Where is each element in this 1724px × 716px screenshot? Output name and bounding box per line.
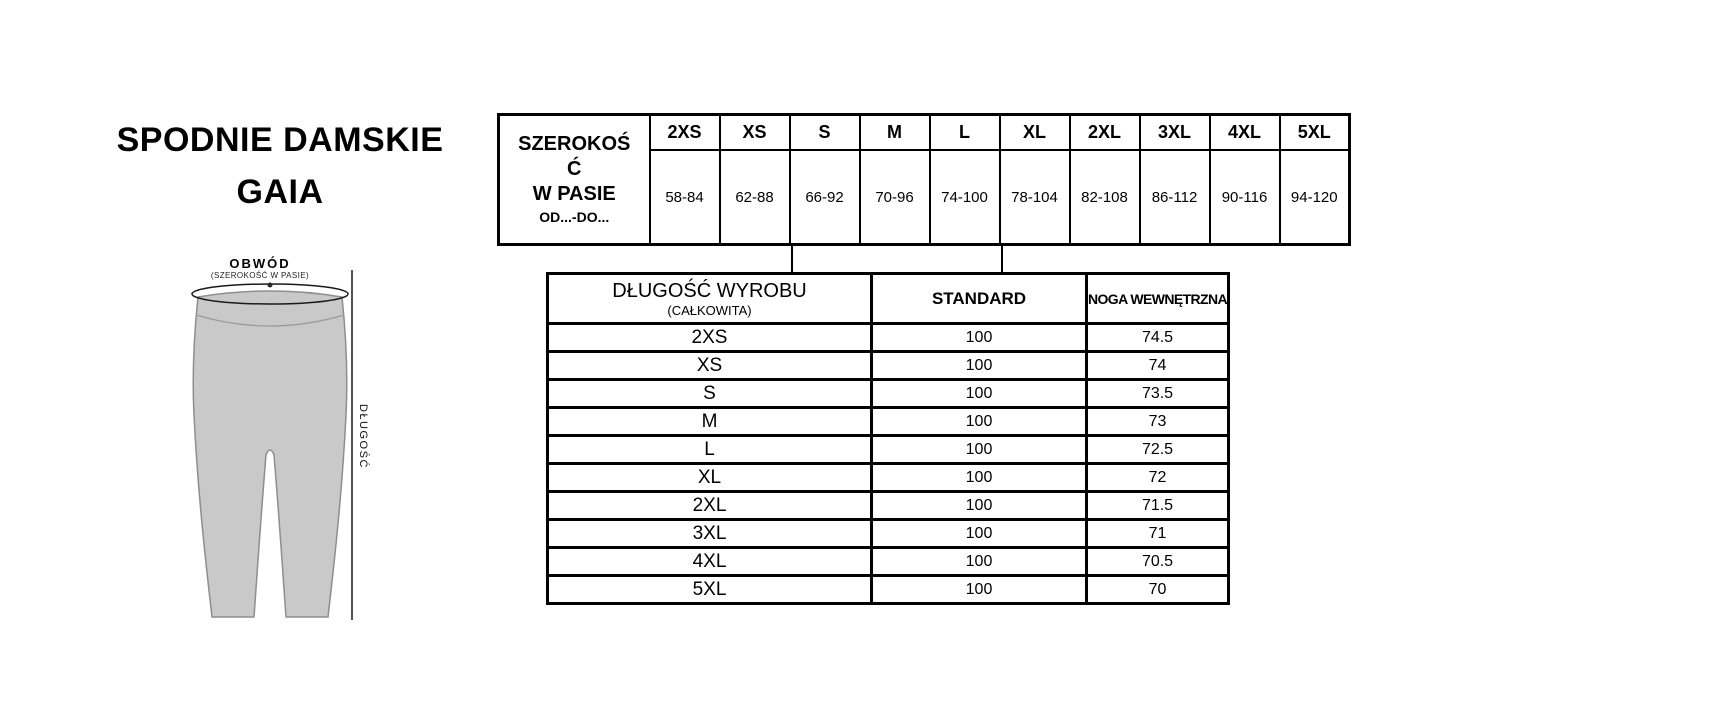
- waist-range-cell: 58-84: [650, 150, 720, 245]
- size-header-cell: L: [930, 115, 1000, 151]
- row-inner-leg-cell: 73.5: [1087, 380, 1229, 408]
- waist-range-cell: 94-120: [1280, 150, 1350, 245]
- row-standard-cell: 100: [872, 548, 1087, 576]
- row-size-cell: XL: [548, 464, 872, 492]
- waist-title-line2: Ć: [567, 158, 582, 180]
- table-connector-line-right: [1001, 243, 1003, 273]
- length-table-row: [548, 548, 1229, 576]
- waist-range-cell: 82-108: [1070, 150, 1140, 245]
- row-standard-cell: 100: [872, 324, 1087, 352]
- waist-title-line4: OD...-DO...: [539, 209, 610, 225]
- size-header-cell: S: [790, 115, 860, 151]
- row-standard-cell: 100: [872, 520, 1087, 548]
- waist-measure-sublabel: (SZEROKOŚĆ W PASIE): [210, 271, 310, 280]
- size-header-cell: XL: [1000, 115, 1070, 151]
- pants-shape: [193, 291, 347, 617]
- length-title-line1: DŁUGOŚĆ WYROBU: [612, 279, 807, 302]
- row-size-cell: 4XL: [548, 548, 872, 576]
- row-size-cell: 3XL: [548, 520, 872, 548]
- waist-size-table: [497, 113, 1351, 246]
- row-standard-cell: 100: [872, 464, 1087, 492]
- size-header-cell: 2XL: [1070, 115, 1140, 151]
- row-standard-cell: 100: [872, 380, 1087, 408]
- row-inner-leg-cell: 71.5: [1087, 492, 1229, 520]
- row-size-cell: 2XL: [548, 492, 872, 520]
- row-inner-leg-cell: 72.5: [1087, 436, 1229, 464]
- size-header-cell: 2XS: [650, 115, 720, 151]
- length-table-row: [548, 380, 1229, 408]
- length-table-row: [548, 492, 1229, 520]
- size-header-cell: 5XL: [1280, 115, 1350, 151]
- size-header-cell: M: [860, 115, 930, 151]
- row-standard-cell: 100: [872, 436, 1087, 464]
- row-standard-cell: 100: [872, 492, 1087, 520]
- length-table-row: [548, 408, 1229, 436]
- row-size-cell: 5XL: [548, 576, 872, 604]
- standard-header-cell: STANDARD: [872, 274, 1087, 324]
- row-size-cell: S: [548, 380, 872, 408]
- row-size-cell: XS: [548, 352, 872, 380]
- waist-table-size-header-row: [499, 115, 1350, 151]
- waist-range-cell: 74-100: [930, 150, 1000, 245]
- length-table-row: [548, 352, 1229, 380]
- waist-range-cell: 66-92: [790, 150, 860, 245]
- length-title-line2: (CAŁKOWITA): [667, 302, 752, 318]
- row-standard-cell: 100: [872, 352, 1087, 380]
- waist-measure-label: OBWÓD: [229, 256, 291, 271]
- row-inner-leg-cell: 74.5: [1087, 324, 1229, 352]
- length-table-row: [548, 520, 1229, 548]
- row-size-cell: M: [548, 408, 872, 436]
- row-standard-cell: 100: [872, 408, 1087, 436]
- waist-range-cell: 86-112: [1140, 150, 1210, 245]
- waist-range-cell: 70-96: [860, 150, 930, 245]
- waist-range-cell: 78-104: [1000, 150, 1070, 245]
- product-title: [70, 114, 490, 218]
- pants-illustration: [160, 255, 390, 645]
- row-size-cell: 2XS: [548, 324, 872, 352]
- length-table-row: [548, 464, 1229, 492]
- waist-button-dot: [268, 283, 273, 288]
- inner-leg-header-cell: NOGA WEWNĘTRZNA: [1087, 274, 1229, 324]
- row-size-cell: L: [548, 436, 872, 464]
- waist-range-cell: 90-116: [1210, 150, 1280, 245]
- size-header-cell: 3XL: [1140, 115, 1210, 151]
- row-standard-cell: 100: [872, 576, 1087, 604]
- table-connector-line-left: [791, 243, 793, 273]
- product-title-line1: SPODNIE DAMSKIE: [116, 121, 444, 159]
- waist-range-cell: 62-88: [720, 150, 790, 245]
- waist-title-line1: SZEROKOŚ: [518, 133, 631, 155]
- length-table-row: [548, 576, 1229, 604]
- waist-table-title-cell: [499, 115, 650, 245]
- row-inner-leg-cell: 73: [1087, 408, 1229, 436]
- row-inner-leg-cell: 71: [1087, 520, 1229, 548]
- waist-title-line3: W PASIE: [532, 183, 616, 205]
- length-table-header-row: [548, 274, 1229, 324]
- length-table-row: [548, 436, 1229, 464]
- length-title-cell: [548, 274, 872, 324]
- row-inner-leg-cell: 70.5: [1087, 548, 1229, 576]
- row-inner-leg-cell: 70: [1087, 576, 1229, 604]
- length-table-row: [548, 324, 1229, 352]
- length-table: [546, 272, 1230, 605]
- product-title-line2: GAIA: [236, 173, 324, 211]
- row-inner-leg-cell: 72: [1087, 464, 1229, 492]
- size-header-cell: 4XL: [1210, 115, 1280, 151]
- size-header-cell: XS: [720, 115, 790, 151]
- length-measure-label: DŁUGOŚĆ: [357, 404, 369, 469]
- row-inner-leg-cell: 74: [1087, 352, 1229, 380]
